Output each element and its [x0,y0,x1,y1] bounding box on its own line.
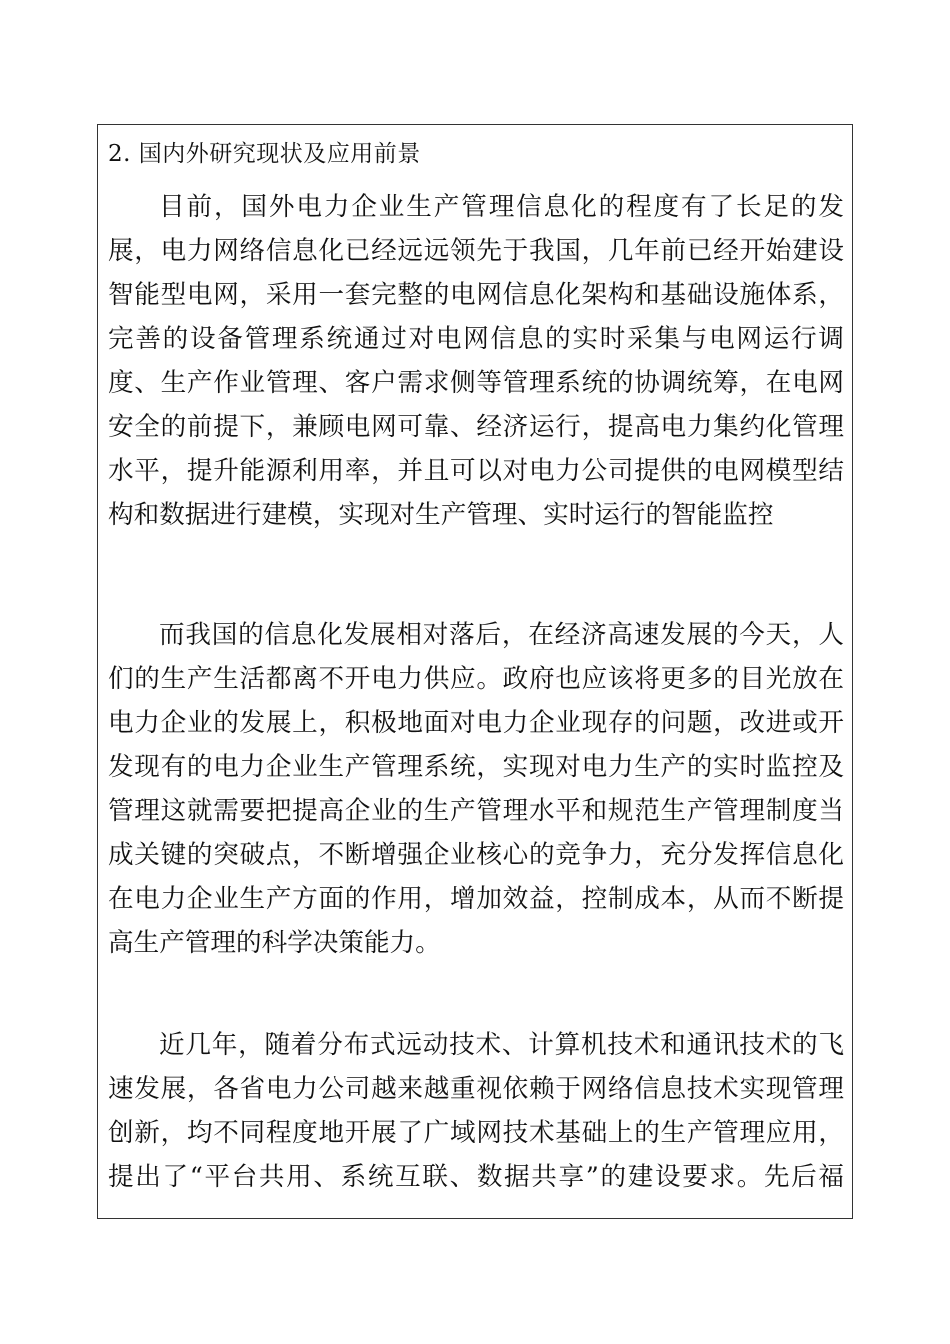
paragraph-line: 智能型电网，采用一套完整的电网信息化架构和基础设施体系， [108,280,844,310]
paragraph-line: 电力企业的发展上，积极地面对电力企业现存的问题，改进或开 [108,708,844,738]
paragraph-recent-development [108,1023,844,1199]
paragraph-line: 提出了“平台共用、系统互联、数据共享”的建设要求。先后福 [108,1162,844,1192]
paragraph-line: 目前，国外电力企业生产管理信息化的程度有了长足的发 [159,192,844,222]
paragraph-line: 管理这就需要把提高企业的生产管理水平和规范生产管理制度当 [108,796,844,826]
paragraph-line: 成关键的突破点，不断增强企业核心的竞争力，充分发挥信息化 [108,840,844,870]
paragraph-line: 构和数据进行建模，实现对生产管理、实时运行的智能监控 [108,500,774,530]
paragraph-line: 完善的设备管理系统通过对电网信息的实时采集与电网运行调 [108,324,844,354]
paragraph-line: 在电力企业生产方面的作用，增加效益，控制成本，从而不断提 [108,884,844,914]
paragraph-line: 而我国的信息化发展相对落后，在经济高速发展的今天，人 [159,620,844,650]
section-heading: 2. 国内外研究现状及应用前景 [108,141,421,167]
paragraph-line: 创新，均不同程度地开展了广域网技术基础上的生产管理应用， [108,1118,844,1148]
document-frame [97,124,853,1219]
paragraph-line: 度、生产作业管理、客户需求侧等管理系统的协调统筹，在电网 [108,368,844,398]
paragraph-line: 近几年，随着分布式远动技术、计算机技术和通讯技术的飞 [159,1030,844,1060]
paragraph-foreign-status [108,185,844,537]
paragraph-line: 高生产管理的科学决策能力。 [108,928,441,958]
paragraph-line: 发现有的电力企业生产管理系统，实现对电力生产的实时监控及 [108,752,844,782]
paragraph-line: 水平，提升能源利用率，并且可以对电力公司提供的电网模型结 [108,456,844,486]
paragraph-line: 速发展，各省电力公司越来越重视依赖于网络信息技术实现管理 [108,1074,844,1104]
paragraph-line: 安全的前提下，兼顾电网可靠、经济运行，提高电力集约化管理 [108,412,844,442]
paragraph-domestic-status [108,613,844,965]
paragraph-line: 展，电力网络信息化已经远远领先于我国，几年前已经开始建设 [108,236,844,266]
paragraph-line: 们的生产生活都离不开电力供应。政府也应该将更多的目光放在 [108,664,844,694]
